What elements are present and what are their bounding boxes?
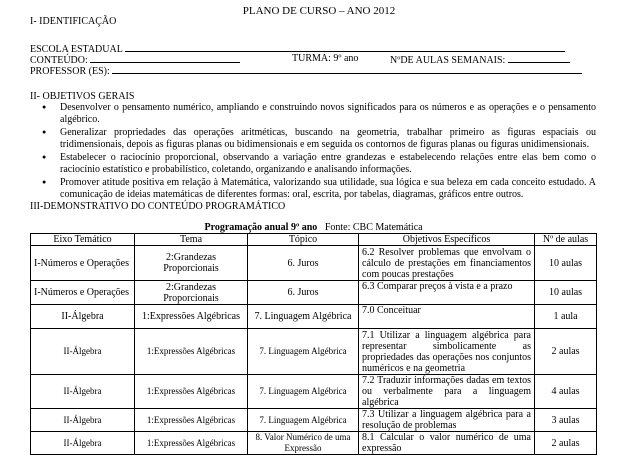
content-label: CONTEÚDO:	[30, 55, 88, 66]
cell-topico: 7. Linguagem Algébrica	[248, 305, 359, 329]
column-header: Tema	[135, 234, 248, 246]
cell-tema: 2:Grandezas Proporcionais	[135, 246, 248, 281]
school-label: ESCOLA ESTADUAL	[30, 44, 123, 55]
cell-eixo: I-Números e Operações	[31, 246, 135, 281]
cell-objetivo: 7.2 Traduzir informações dadas em textos ou verbalmente para a linguagem algébrica	[359, 375, 535, 409]
program-table	[30, 222, 597, 455]
table-header-row	[31, 234, 597, 246]
table-row	[31, 246, 597, 281]
cell-objetivo: 6.2 Resolver problemas que envolvam o cálculo de prestações em financiamentos com poucas prestações	[359, 246, 535, 281]
objectives-heading: II- OBJETIVOS GERAIS	[30, 91, 135, 102]
objective-item: ● Generalizar propriedades das operações aritméticas, buscando na geometria, trabalhar primeiro as figuras espaciais ou tridimensionais, depois as figuras planas ou bidimensionais e em seguida os contornos de figuras planas ou figuras unidimensionais.	[30, 127, 596, 150]
cell-tema: 1:Expressões Algébricas	[135, 329, 248, 375]
cell-tema: 1:Expressões Algébricas	[135, 409, 248, 432]
table-title-row	[31, 222, 597, 234]
cell-tema: 1:Expressões Algébricas	[135, 375, 248, 409]
cell-eixo: II-Álgebra	[31, 409, 135, 432]
table-row	[31, 329, 597, 375]
table-row	[31, 432, 597, 455]
cell-topico: 6. Juros	[248, 281, 359, 305]
objective-item: ● Estabelecer o raciocínio proporcional, observando a variação entre grandezas e estabelecendo relações entre elas bem como o raciocínio estatístico e probabilístico, coletando, organizando e analisando informações.	[30, 152, 596, 175]
teacher-blank	[112, 64, 582, 74]
cell-objetivo: 6.3 Comparar preços à vista e a prazo	[359, 281, 535, 305]
column-header: Nº de aulas	[535, 234, 597, 246]
teacher-field	[30, 64, 582, 77]
cell-objetivo: 8.1 Calcular o valor numérico de uma expressão	[359, 432, 535, 455]
column-header: Eixo Temático	[31, 234, 135, 246]
cell-eixo: II-Álgebra	[31, 375, 135, 409]
table-row	[31, 305, 597, 329]
cell-aulas: 4 aulas	[535, 375, 597, 409]
column-header: Objetivos Específicos	[359, 234, 535, 246]
table-row	[31, 281, 597, 305]
cell-topico: 7. Linguagem Algébrica	[248, 409, 359, 432]
demo-heading: III-DEMONSTRATIVO DO CONTEÚDO PROGRAMÁTICO	[30, 201, 286, 212]
table-row	[31, 375, 597, 409]
cell-aulas: 2 aulas	[535, 432, 597, 455]
weekly-label: NºDE AULAS SEMANAIS:	[390, 55, 506, 66]
table-source: Fonte: CBC Matemática	[324, 222, 423, 233]
school-blank	[125, 42, 565, 52]
cell-topico: 7. Linguagem Algébrica	[248, 329, 359, 375]
cell-aulas: 10 aulas	[535, 281, 597, 305]
objective-item: ● Promover atitude positiva em relação à Matemática, valorizando sua utilidade, sua lógica e sua beleza em cada conceito estudado. A comunicação de ideias matemáticas de diferentes formas: oral, escrita, por tabelas, diagramas, gráficos entre outros.	[30, 177, 596, 200]
cell-objetivo: 7.0 Conceituar	[359, 305, 535, 329]
cell-topico: 7. Linguagem Algébrica	[248, 375, 359, 409]
column-header: Tópico	[248, 234, 359, 246]
table-title: Programação anual 9º ano	[204, 222, 318, 233]
class-label: TURMA: 9º ano	[292, 53, 359, 64]
cell-eixo: II-Álgebra	[31, 432, 135, 455]
cell-tema: 1:Expressões Algébricas	[135, 305, 248, 329]
cell-eixo: II-Álgebra	[31, 329, 135, 375]
page-title: PLANO DE CURSO – ANO 2012	[242, 5, 396, 17]
cell-aulas: 2 aulas	[535, 329, 597, 375]
cell-objetivo: 7.3 Utilizar a linguagem algébrica para a resolução de problemas	[359, 409, 535, 432]
cell-topico: 6. Juros	[248, 246, 359, 281]
objectives-list	[30, 102, 596, 202]
cell-tema: 2:Grandezas Proporcionais	[135, 281, 248, 305]
teacher-label: PROFESSOR (ES):	[30, 66, 110, 77]
table-row	[31, 409, 597, 432]
cell-eixo: I-Números e Operações	[31, 281, 135, 305]
identification-heading: I- IDENTIFICAÇÃO	[30, 16, 117, 27]
cell-eixo: II-Álgebra	[31, 305, 135, 329]
cell-topico: 8. Valor Numérico de uma Expressão	[248, 432, 359, 455]
cell-tema: 1:Expressões Algébricas	[135, 432, 248, 455]
cell-aulas: 3 aulas	[535, 409, 597, 432]
objective-item: ● Desenvolver o pensamento numérico, ampliando e construindo novos significados para os números e as operações e o pensamento algébrico.	[30, 102, 596, 125]
cell-objetivo: 7.1 Utilizar a linguagem algébrica para representar simbolicamente as propriedades das operações nos conjuntos numéricos e na geometria	[359, 329, 535, 375]
weekly-blank	[508, 53, 570, 63]
content-blank	[90, 53, 240, 63]
cell-aulas: 1 aula	[535, 305, 597, 329]
cell-aulas: 10 aulas	[535, 246, 597, 281]
